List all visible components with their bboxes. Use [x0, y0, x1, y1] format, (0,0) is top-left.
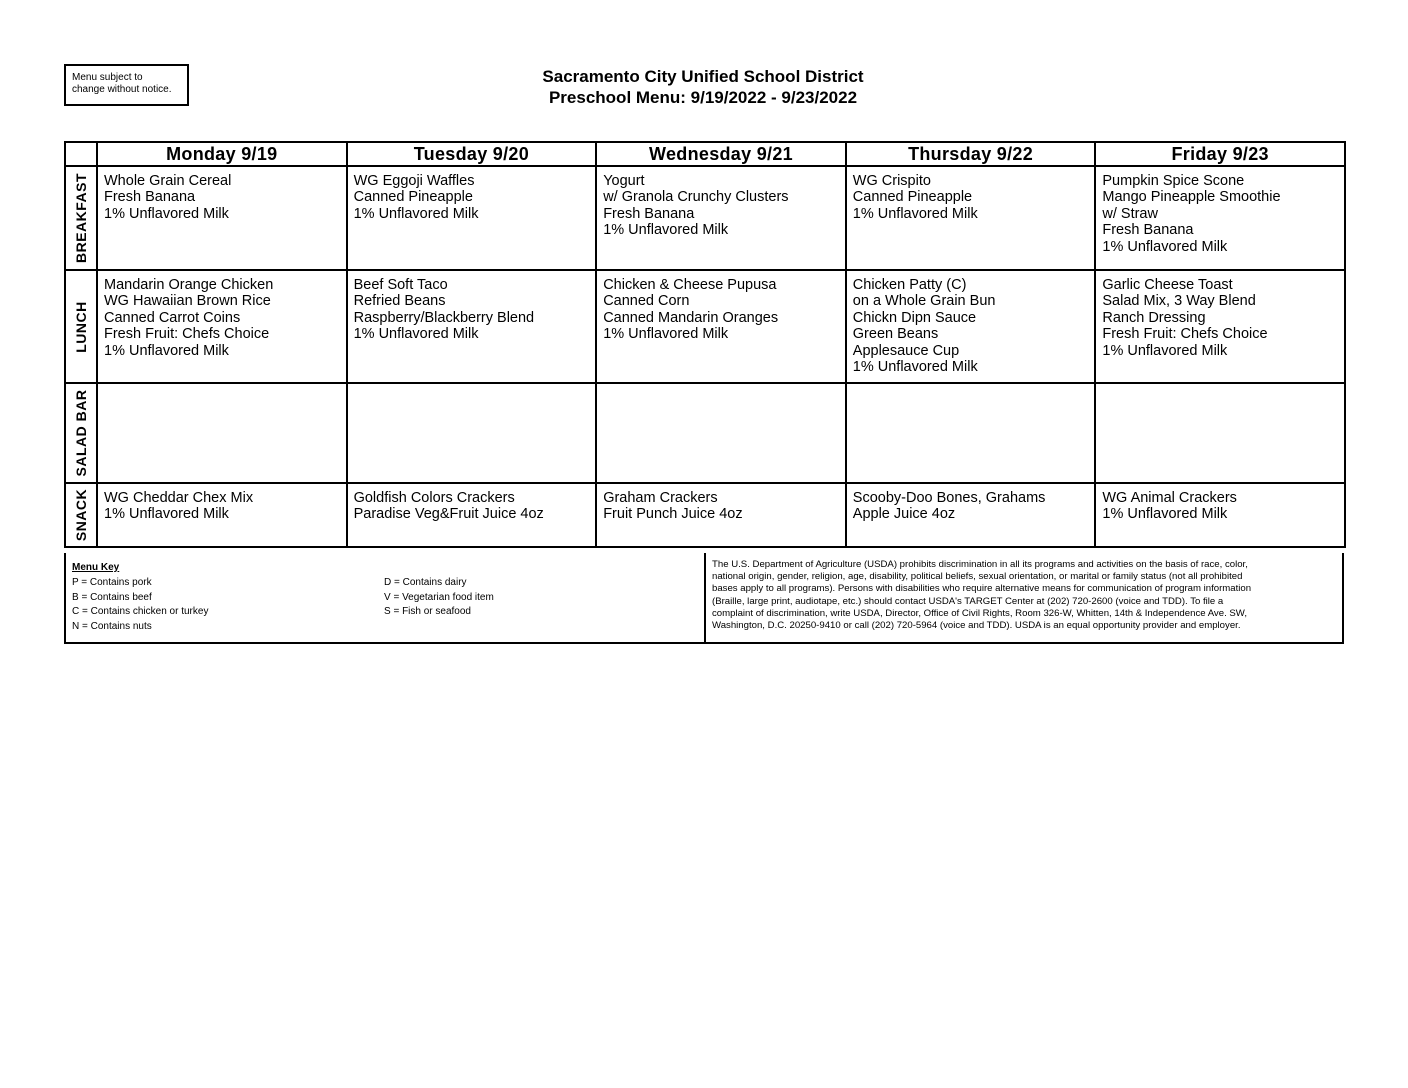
menu-key-item: B = Contains beef [72, 591, 152, 603]
menu-key-column [72, 576, 208, 634]
menu-item: 1% Unflavored Milk [852, 205, 978, 222]
menu-items [348, 484, 596, 523]
menu-item: on a Whole Grain Bun [852, 293, 996, 310]
menu-item: Yogurt [603, 173, 645, 189]
menu-items [348, 384, 596, 390]
menu-item: Scooby-Doo Bones, Grahams [852, 490, 1046, 506]
menu-item: w/ Straw [1102, 205, 1158, 222]
menu-item: Applesauce Cup [852, 342, 960, 359]
menu-cell [846, 383, 1096, 483]
usda-line: complaint of discrimination, write USDA, Director, Office of Civil Rights, Room 326-W, Whitten, 14th & Independence Ave. SW, [712, 607, 1247, 619]
menu-items [98, 167, 346, 222]
menu-key-item: P = Contains pork [72, 577, 152, 588]
menu-items [597, 167, 845, 239]
meal-label: SNACK [73, 488, 89, 542]
menu-key-item: V = Vegetarian food item [384, 591, 494, 603]
menu-item: Fresh Banana [1102, 222, 1194, 239]
meal-label: SALAD BAR [73, 389, 89, 477]
menu-item: 1% Unflavored Milk [104, 205, 229, 222]
menu-item: Fresh Banana [603, 205, 695, 222]
menu-items [1096, 484, 1344, 523]
menu-cell [596, 270, 846, 383]
menu-key-item: N = Contains nuts [72, 620, 152, 632]
menu-item: 1% Unflavored Milk [1102, 238, 1228, 255]
menu-item: 1% Unflavored Milk [353, 326, 479, 343]
page-header [0, 66, 1408, 108]
meal-label-cell [65, 483, 97, 547]
menu-key-item: S = Fish or seafood [384, 606, 471, 617]
menu-item: Fresh Fruit: Chefs Choice [104, 326, 270, 343]
menu-item: 1% Unflavored Milk [603, 326, 729, 343]
menu-item: Canned Pineapple [353, 189, 473, 206]
menu-cell [97, 483, 347, 547]
menu-item: Apple Juice 4oz [852, 506, 956, 523]
menu-key-item: D = Contains dairy [384, 577, 467, 588]
menu-items [847, 271, 1095, 375]
day-header: Wednesday 9/21 [596, 142, 846, 166]
menu-cell [347, 383, 597, 483]
menu-cell [846, 166, 1096, 270]
meal-label-cell [65, 166, 97, 270]
menu-item: Ranch Dressing [1102, 309, 1206, 326]
page-subtitle: Preschool Menu: 9/19/2022 - 9/23/2022 [548, 88, 858, 107]
menu-items [847, 384, 1095, 390]
menu-item: Chickn Dipn Sauce [852, 309, 977, 326]
menu-cell [1095, 270, 1345, 383]
menu-items [348, 271, 596, 343]
meal-row [65, 166, 1345, 270]
day-header-row [65, 142, 1345, 166]
usda-line: bases apply to all programs). Persons with disabilities who require alternative means for communication of program information [712, 583, 1252, 595]
usda-line: Washington, D.C. 20250-9410 or call (202) 720-5964 (voice and TDD). USDA is an equal opportunity provider and employer. [712, 620, 1241, 632]
menu-item: 1% Unflavored Milk [104, 506, 229, 523]
menu-cell [596, 483, 846, 547]
corner-cell [65, 142, 97, 166]
menu-cell [347, 166, 597, 270]
menu-item: Mandarin Orange Chicken [104, 277, 274, 293]
menu-item: Goldfish Colors Crackers [353, 490, 515, 506]
menu-item: Raspberry/Blackberry Blend [353, 309, 535, 326]
menu-item: Paradise Veg&Fruit Juice 4oz [353, 506, 544, 523]
menu-cell [347, 483, 597, 547]
meal-row [65, 483, 1345, 547]
day-header: Friday 9/23 [1095, 142, 1345, 166]
day-header: Thursday 9/22 [846, 142, 1096, 166]
menu-table [64, 141, 1346, 548]
menu-item: w/ Granola Crunchy Clusters [603, 189, 789, 206]
usda-line: The U.S. Department of Agriculture (USDA) prohibits discrimination in all its programs and activities on the basis of race, color, [712, 559, 1248, 570]
menu-item: Salad Mix, 3 Way Blend [1102, 293, 1256, 310]
meal-label-cell [65, 270, 97, 383]
menu-items [597, 271, 845, 343]
menu-cell [596, 383, 846, 483]
menu-cell [846, 483, 1096, 547]
menu-key [66, 553, 706, 642]
menu-key-column [384, 576, 494, 620]
menu-items [98, 271, 346, 359]
menu-item: Graham Crackers [603, 490, 718, 506]
menu-cell [1095, 166, 1345, 270]
notice-line-2: change without notice. [72, 84, 172, 95]
menu-item: Green Beans [852, 326, 939, 343]
menu-item: Canned Mandarin Oranges [603, 309, 779, 326]
menu-item: 1% Unflavored Milk [353, 205, 479, 222]
menu-item: WG Cheddar Chex Mix [104, 490, 254, 506]
menu-cell [1095, 483, 1345, 547]
usda-statement [712, 559, 1332, 632]
menu-item: Fresh Banana [104, 189, 196, 206]
menu-item: Whole Grain Cereal [104, 173, 232, 189]
menu-item: Canned Corn [603, 293, 690, 310]
menu-item: Canned Pineapple [852, 189, 973, 206]
menu-item: WG Eggoji Waffles [353, 173, 475, 189]
meal-row [65, 270, 1345, 383]
menu-items [1096, 167, 1344, 255]
menu-items [847, 484, 1095, 523]
menu-cell [347, 270, 597, 383]
meal-label: BREAKFAST [73, 172, 89, 264]
menu-cell [846, 270, 1096, 383]
day-header: Monday 9/19 [97, 142, 347, 166]
usda-line: national origin, gender, religion, age, disability, political beliefs, sexual orientation, or marital or family status (not all prohibited [712, 571, 1243, 583]
menu-item: 1% Unflavored Milk [603, 222, 729, 239]
menu-items [98, 484, 346, 523]
menu-item: 1% Unflavored Milk [1102, 506, 1228, 523]
menu-items [1096, 271, 1344, 359]
notice-line-1: Menu subject to [72, 72, 143, 83]
menu-key-title: Menu Key [72, 562, 120, 573]
menu-key-item: C = Contains chicken or turkey [72, 606, 209, 617]
menu-items [1096, 384, 1344, 390]
menu-item: Pumpkin Spice Scone [1102, 173, 1245, 189]
menu-item: Canned Carrot Coins [104, 309, 241, 326]
menu-item: Beef Soft Taco [353, 277, 448, 293]
menu-item: Mango Pineapple Smoothie [1102, 189, 1281, 206]
menu-item: Fresh Fruit: Chefs Choice [1102, 326, 1268, 343]
menu-item: Chicken Patty (C) [852, 277, 967, 293]
menu-item: Refried Beans [353, 293, 446, 310]
menu-item: 1% Unflavored Milk [1102, 342, 1228, 359]
menu-cell [97, 270, 347, 383]
menu-items [98, 384, 346, 390]
footer [64, 553, 1344, 644]
menu-item: 1% Unflavored Milk [852, 359, 978, 376]
menu-cell [97, 383, 347, 483]
menu-cell [1095, 383, 1345, 483]
menu-cell [596, 166, 846, 270]
usda-line: (Braille, large print, audiotape, etc.) should contact USDA's TARGET Center at (202) 720-2600 (voice and TDD). To file a [712, 595, 1224, 607]
menu-items [597, 384, 845, 390]
day-header: Tuesday 9/20 [347, 142, 597, 166]
menu-item: WG Animal Crackers [1102, 490, 1237, 506]
meal-label-cell [65, 383, 97, 483]
menu-item: Chicken & Cheese Pupusa [603, 277, 777, 293]
menu-item: Garlic Cheese Toast [1102, 277, 1233, 293]
meal-label: LUNCH [73, 300, 89, 353]
menu-item: 1% Unflavored Milk [104, 342, 229, 359]
menu-items [348, 167, 596, 222]
menu-item: WG Hawaiian Brown Rice [104, 293, 271, 310]
menu-item: WG Crispito [852, 173, 931, 189]
menu-item: Fruit Punch Juice 4oz [603, 506, 743, 523]
page-title: Sacramento City Unified School District [542, 67, 864, 86]
menu-items [597, 484, 845, 523]
meal-row [65, 383, 1345, 483]
menu-items [847, 167, 1095, 222]
menu-cell [97, 166, 347, 270]
